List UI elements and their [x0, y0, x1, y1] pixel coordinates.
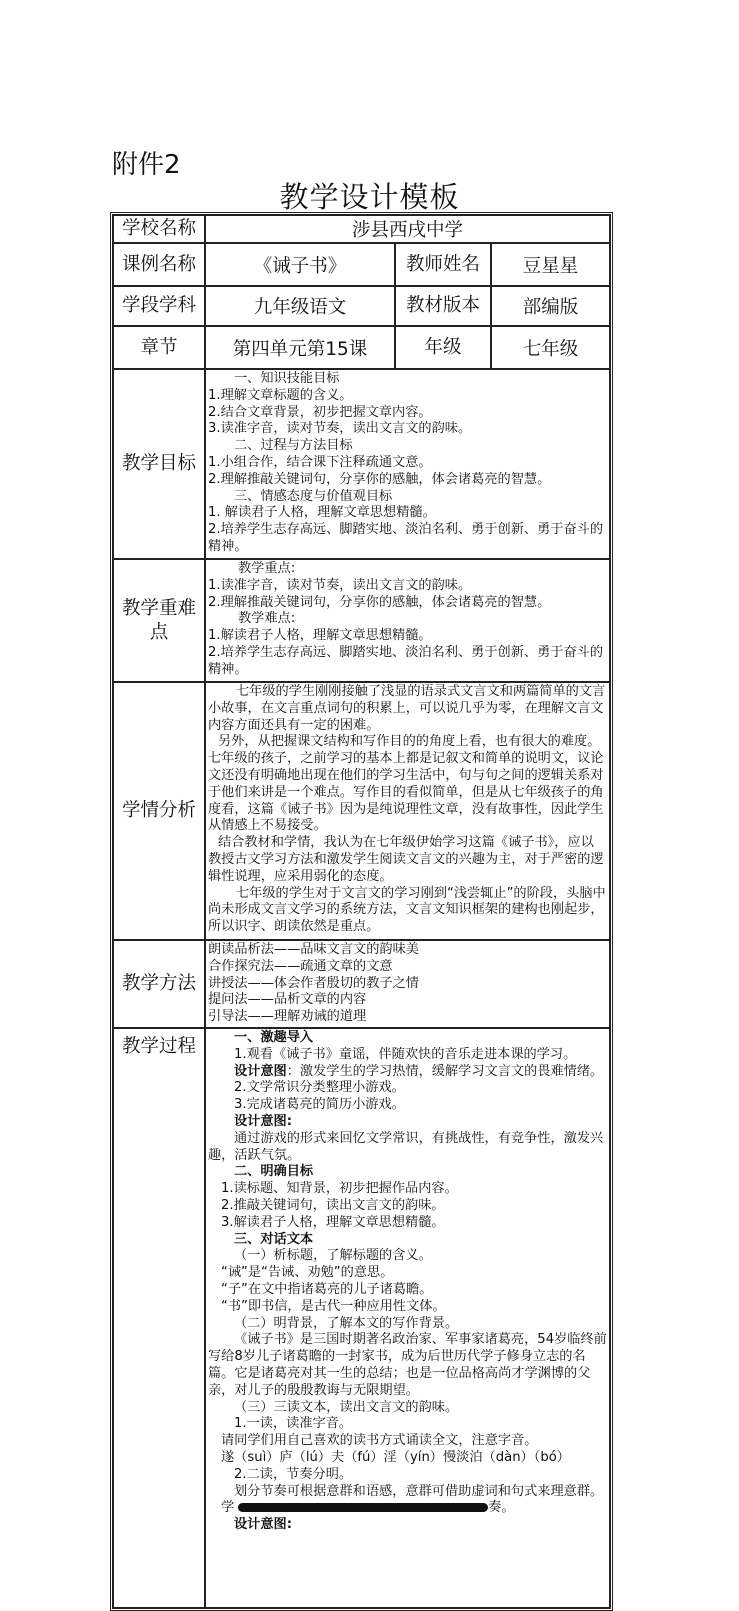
process-line: 三、对话文本 — [234, 1231, 314, 1247]
lesson-design-table — [110, 212, 613, 1611]
methods-line: 引导法——理解劝诫的道理 — [208, 1009, 367, 1025]
methods-line: 朗读品析法——品味文言文的韵味美 — [208, 942, 419, 957]
process-line: 2.二读，节奏分明。 — [234, 1466, 353, 1482]
subject-label: 学段学科 — [113, 286, 205, 326]
analysis-paragraph: 另外，从把握课文结构和写作目的的角度上看，也有很大的难度。七年级的孩子，之前学习的基本上都是记叙文和简单的说明文，议论文还没有明确地出现在他们的学习生活中，句与句之间的逻辑关系对于他们来讲是一个难点。写作目的看似简单，但是从七年级孩子的角度看，这篇《诫子书》因为是纯说理性文章，没有故事性，因此学生从情感上不易接受。 — [208, 734, 604, 834]
process-line: 通过游戏的形式来回忆文学常识，有挑战性，有竞争性，激发兴趣，活跃气氛。 — [208, 1130, 604, 1163]
row-lesson — [113, 243, 610, 286]
goals-label: 教学目标 — [113, 369, 205, 559]
analysis-paragraph: 七年级的学生刚刚接触了浅显的语录式文言文和两篇简单的文言小故事，在文言重点词句的积累上，可以说几乎为零，在理解文言文内容方面还具有一定的困难。 — [208, 684, 606, 733]
chapter-label: 章节 — [113, 326, 205, 369]
teacher-label: 教师姓名 — [395, 243, 491, 286]
key-points-content — [205, 559, 610, 682]
process-line: 1.一读，读准字音。 — [234, 1416, 353, 1432]
row-school — [113, 215, 610, 243]
process-line: 一、激趣导入 — [234, 1030, 314, 1045]
process-line: “书”即书信，是古代一种应用性文体。 — [221, 1298, 446, 1314]
lesson-value: 《诫子书》 — [205, 243, 395, 286]
analysis-paragraph: 结合教材和学情，我认为在七年级伊始学习这篇《诫子书》，应以教授古文学习方法和激发学生阅读文言文的兴趣为主，对于严密的逻辑性说理，应采用弱化的态度。 — [208, 835, 604, 884]
design-intent-label: 设计意图 — [234, 1063, 287, 1079]
goals-line: 二、过程与方法目标 — [234, 438, 353, 454]
methods-label: 教学方法 — [113, 940, 205, 1028]
analysis-paragraph: 七年级的学生对于文言文的学习刚到“浅尝辄止”的阶段，头脑中尚未形成文言文学习的系统方法，文言文知识框架的建构也刚起步，所以识字、朗读依然是重点。 — [208, 885, 606, 935]
row-chapter — [113, 326, 610, 369]
design-intent-text: ：激发学生的学习热情，缓解学习文言文的畏难情绪。 — [286, 1063, 604, 1079]
process-line: 1.观看《诫子书》童谣，伴随欢快的音乐走进本课的学习。 — [234, 1046, 577, 1062]
process-line: 2.文学常识分类整理小游戏。 — [234, 1080, 405, 1096]
edition-label: 教材版本 — [395, 286, 491, 326]
goals-line: 2.培养学生志存高远、脚踏实地、淡泊名利、勇于创新、勇于奋斗的精神。 — [208, 522, 604, 554]
subject-value: 九年级语文 — [205, 286, 395, 326]
row-key-points — [113, 559, 610, 682]
page-title: 教学设计模板 — [279, 180, 460, 214]
goals-line: 2.理解推敲关键词句，分享你的感触，体会诸葛亮的智慧。 — [208, 471, 551, 487]
analysis-content — [205, 682, 610, 940]
methods-line: 讲授法——体会作者殷切的教子之情 — [208, 975, 419, 991]
grade-value: 七年级 — [491, 326, 610, 369]
key-points-line: 教学难点: — [238, 611, 296, 627]
key-points-line: 1.读准字音，读对节奏，读出文言文的韵味。 — [208, 577, 472, 593]
process-line: 遂（suì）庐（lú）夫（fú）淫（yín）慢淡泊（dàn）（bó） — [221, 1449, 570, 1465]
school-value: 涉县西戌中学 — [205, 215, 610, 243]
goals-line: 2.结合文章背景，初步把握文章内容。 — [208, 404, 432, 420]
row-goals — [113, 369, 610, 559]
process-line: “子”在文中指诸葛亮的儿子诸葛瞻。 — [221, 1281, 433, 1297]
process-line — [208, 1500, 607, 1517]
key-points-label: 教学重难点 — [113, 559, 205, 682]
school-label: 学校名称 — [113, 215, 205, 243]
process-line: 3.完成诸葛亮的简历小游戏。 — [234, 1097, 405, 1113]
process-label: 教学过程 — [113, 1028, 205, 1608]
process-line: 《诫子书》是三国时期著名政治家、军事家诸葛亮，54岁临终前写给8岁儿子诸葛瞻的一封家书，成为后世历代学子修身立志的名篇。它是诸葛亮对其一生的总结；也是一位品格高尚才学渊博的父亲，对儿子的殷殷教诲与无限期望。 — [208, 1332, 607, 1398]
goals-line: 三、情感态度与价值观目标 — [234, 488, 393, 504]
methods-line: 合作探究法——疏通文章的文意 — [208, 958, 393, 974]
lesson-label: 课例名称 — [113, 243, 205, 286]
annex-label: 附件2 — [112, 150, 181, 180]
process-line: （一）析标题，了解标题的含义。 — [234, 1248, 432, 1264]
key-points-line: 教学重点: — [238, 561, 296, 576]
chapter-value: 第四单元第15课 — [205, 326, 395, 369]
methods-content — [205, 940, 610, 1028]
row-process — [113, 1028, 610, 1608]
obscured-line-start: 学 — [221, 1500, 235, 1516]
process-line: “诫”是“告诫、劝勉”的意思。 — [221, 1265, 394, 1281]
key-points-line: 1.解读君子人格，理解文章思想精髓。 — [208, 628, 432, 644]
process-content — [205, 1028, 610, 1608]
teacher-value: 豆星星 — [491, 243, 610, 286]
process-line: 设计意图: — [234, 1113, 293, 1129]
row-analysis — [113, 682, 610, 940]
process-line: 请同学们用自己喜欢的读书方式诵读全文，注意字音。 — [221, 1433, 538, 1449]
row-methods — [113, 940, 610, 1028]
process-line: 划分节奏可根据意群和语感，意群可借助虚词和句式来理意群。 — [234, 1483, 604, 1499]
key-points-line: 2.培养学生志存高远、脚踏实地、淡泊名利、勇于创新、勇于奋斗的精神。 — [208, 644, 604, 677]
edition-value: 部编版 — [491, 286, 610, 326]
process-line: 设计意图: — [234, 1517, 293, 1533]
process-line: （三）三读文本，读出文言文的韵味。 — [234, 1399, 459, 1415]
process-line — [208, 1064, 607, 1081]
analysis-label: 学情分析 — [113, 682, 205, 940]
goals-content — [205, 369, 610, 559]
methods-line: 提问法——品析文章的内容 — [208, 992, 367, 1008]
goals-line: 1.小组合作，结合课下注释疏通文意。 — [208, 454, 432, 470]
process-line: （二）明背景，了解本文的写作背景。 — [234, 1315, 459, 1331]
row-subject — [113, 286, 610, 326]
grade-label: 年级 — [395, 326, 491, 369]
key-points-line: 2.理解推敲关键词句，分享你的感触，体会诸葛亮的智慧。 — [208, 594, 551, 610]
process-line: 2.推敲关键词句，读出文言文的韵味。 — [221, 1197, 445, 1213]
goals-line: 1. 解读君子人格，理解文章思想精髓。 — [208, 505, 436, 521]
obscured-line-end: 奏。 — [488, 1500, 515, 1516]
goals-line: 3.读准字音，读对节奏，读出文言文的韵味。 — [208, 421, 472, 437]
goals-line: 1.理解文章标题的含义。 — [208, 387, 353, 403]
process-line: 1.读标题、知背景，初步把握作品内容。 — [221, 1181, 458, 1197]
process-line: 3.解读君子人格，理解文章思想精髓。 — [221, 1214, 445, 1230]
redaction-mark — [238, 1503, 488, 1512]
process-line: 二、明确目标 — [234, 1164, 314, 1180]
goals-line: 一、知识技能目标 — [234, 371, 340, 386]
